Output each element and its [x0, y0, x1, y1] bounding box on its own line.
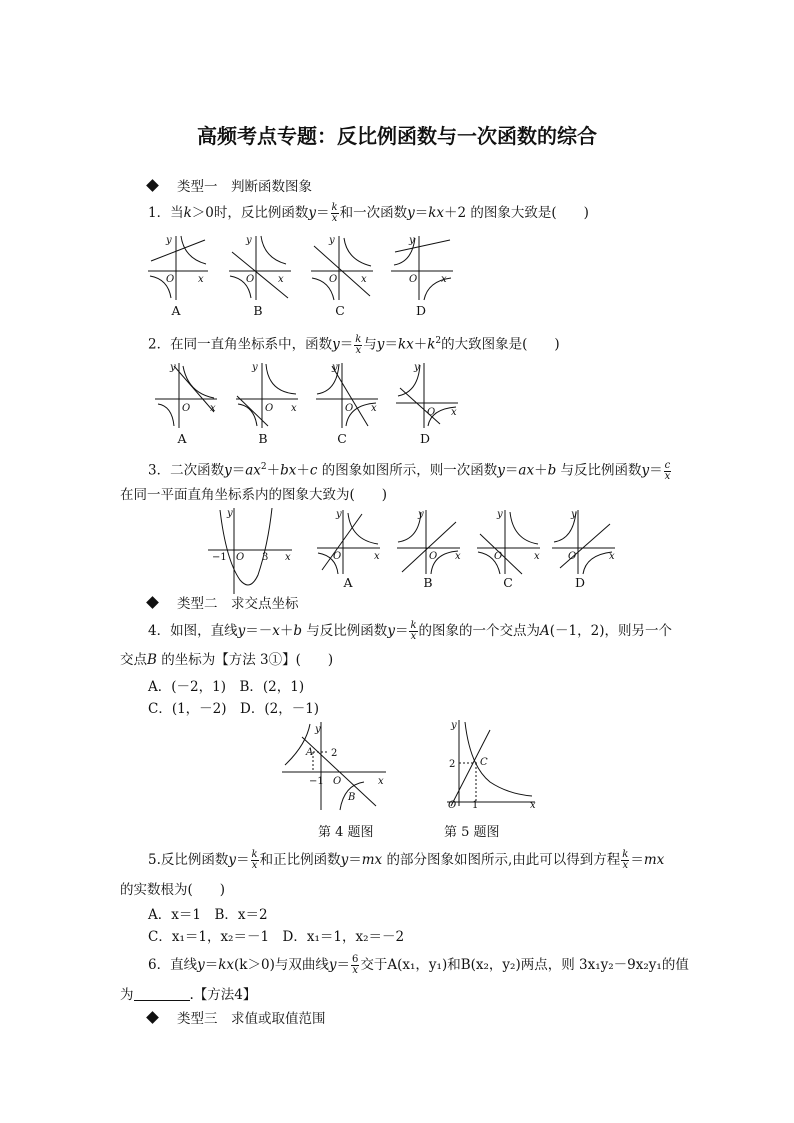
q3-label-b: B [423, 575, 433, 590]
question-4-line-2: 交点B 的坐标为【方法 3①】( ) [120, 652, 334, 668]
svg-text:C: C [480, 757, 488, 768]
q2-graph-a [155, 363, 217, 428]
q1-graph-b [229, 236, 291, 300]
svg-text:y: y [336, 509, 342, 520]
svg-text:1: 1 [472, 800, 479, 811]
svg-text:−1: −1 [212, 552, 227, 563]
q3-graph-d [552, 510, 615, 574]
svg-text:O: O [494, 551, 503, 562]
q5-options-ab: A．x＝1 B．x＝2 [148, 907, 268, 923]
question-4: 4．如图，直线y＝－x＋b 与反比例函数y＝ $\frac{k}{x}$ 的图象的一个交点为A(－1，2)，则另一个 [148, 620, 672, 642]
svg-text:x: x [198, 274, 204, 285]
svg-text:x: x [278, 274, 284, 285]
q1-graph-c [311, 236, 373, 300]
figure-4-caption: 第 4 题图 [318, 825, 374, 840]
svg-text:y: y [414, 362, 420, 373]
q1-label-a: A [171, 303, 181, 318]
svg-text:y: y [571, 509, 577, 520]
q3-parabola-graph [208, 508, 292, 594]
q3-graph-b [397, 510, 460, 574]
svg-text:x: x [210, 403, 216, 414]
figure-5-caption: 第 5 题图 [444, 825, 500, 840]
svg-text:x: x [455, 551, 461, 562]
question-1: 1．当k＞0时，反比例函数y＝ $\frac{k}{x}$ 和一次函数y＝kx＋2 的图象大致是( ) [148, 202, 589, 224]
svg-text:y: y [409, 235, 415, 246]
axis-label: y [166, 235, 172, 246]
svg-text:O: O [329, 274, 338, 285]
svg-text:O: O [333, 776, 342, 787]
svg-text:x: x [371, 403, 377, 414]
q3-graph-c [477, 510, 540, 574]
diamond-bullet-icon [146, 596, 159, 609]
q2-label-b: B [258, 431, 268, 446]
svg-text:y: y [418, 509, 424, 520]
question-3-line-2: 在同一平面直角坐标系内的图象大致为( ) [120, 487, 388, 503]
svg-text:A: A [306, 747, 314, 758]
q1-label-b: B [253, 303, 263, 318]
question-2: 2．在同一直角坐标系中，函数y＝ $\frac{k}{x}$ 与$y=kx+k^2$的大致图象是( ) [148, 333, 560, 356]
q2-label-d: D [419, 431, 431, 446]
q3-label-d: D [574, 575, 586, 590]
figure-5-graph [447, 720, 535, 806]
diamond-bullet-icon [146, 1011, 159, 1024]
section-heading-2: 类型二 求交点坐标 [148, 592, 299, 612]
svg-text:O: O [182, 403, 191, 414]
answer-blank[interactable] [134, 986, 190, 1001]
q3-label-c: C [503, 575, 513, 590]
page-title: 高频考点专题：反比例函数与一次函数的综合 [197, 124, 597, 148]
question-6-line-2: 为 .【方法4】 [120, 987, 257, 1003]
svg-text:O: O [568, 551, 577, 562]
svg-text:O: O [345, 403, 354, 414]
svg-text:x: x [374, 551, 380, 562]
q5-options-cd: C．x₁＝1，x₂＝－1 D．x₁＝1，x₂＝－2 [148, 929, 405, 945]
svg-text:x: x [378, 776, 384, 787]
svg-text:3: 3 [262, 552, 269, 563]
svg-text:O: O [166, 274, 175, 285]
q1-label-c: C [335, 303, 345, 318]
svg-text:O: O [448, 800, 457, 811]
q1-graph-a [148, 236, 208, 300]
q3-graph-a [317, 510, 380, 574]
svg-text:y: y [451, 720, 457, 731]
q4-options-ab: A．(－2，1) B．(2，1) [148, 679, 305, 695]
svg-text:y: y [315, 724, 321, 735]
q2-graph-b [236, 363, 298, 428]
svg-text:O: O [429, 551, 438, 562]
q2-label-a: A [177, 431, 187, 446]
svg-text:y: y [497, 509, 503, 520]
svg-text:x: x [530, 800, 536, 811]
q1-graph-d [391, 236, 453, 300]
svg-text:−1: −1 [309, 776, 324, 787]
section-heading-1: 类型一 判断函数图象 [148, 175, 312, 195]
svg-text:x: x [291, 403, 297, 414]
figure-4-graph [282, 722, 386, 810]
question-6: 6．直线y＝kx(k＞0)与双曲线y＝ $\frac{6}{x}$ 交于A(x₁，y₁)和B(x₂，y₂)两点，则 3x₁y₂－9x₂y₁的值 [148, 954, 689, 976]
svg-text:x: x [451, 407, 457, 418]
svg-text:x: x [609, 551, 615, 562]
svg-text:O: O [409, 274, 418, 285]
question-5: 5.反比例函数y＝ $\frac{k}{x}$ 和正比例函数y＝mx 的部分图象如图所示,由此可以得到方程 $\frac{k}{x}$ ＝mx [148, 849, 665, 871]
svg-text:y: y [246, 235, 252, 246]
q2-graph-c [316, 363, 378, 428]
svg-text:y: y [332, 362, 338, 373]
section-heading-3: 类型三 求值或取值范围 [148, 1007, 326, 1027]
q2-graph-d [396, 363, 458, 428]
svg-text:O: O [333, 551, 342, 562]
svg-text:O: O [427, 407, 436, 418]
q3-label-a: A [343, 575, 353, 590]
svg-text:y: y [252, 362, 258, 373]
svg-text:x: x [285, 552, 291, 563]
q1-label-d: D [415, 303, 427, 318]
svg-text:O: O [236, 552, 245, 563]
question-5-line-2: 的实数根为( ) [120, 882, 226, 898]
svg-text:O: O [246, 274, 255, 285]
svg-text:B: B [348, 792, 356, 803]
svg-text:y: y [329, 235, 335, 246]
q2-label-c: C [337, 431, 347, 446]
svg-text:y: y [227, 508, 233, 519]
q4-options-cd: C．(1，－2) D．(2，－1) [148, 701, 320, 717]
svg-text:2: 2 [331, 748, 338, 759]
svg-text:x: x [534, 551, 540, 562]
svg-text:x: x [361, 274, 367, 285]
svg-text:O: O [265, 403, 274, 414]
svg-text:2: 2 [449, 759, 456, 770]
question-3: 3．二次函数$y=ax^2+bx+c$ 的图象如图所示，则一次函数y＝ax＋b 与反比例函数y＝ $\frac{c}{x}$ [148, 459, 671, 482]
svg-text:y: y [170, 362, 176, 373]
svg-text:x: x [441, 274, 447, 285]
